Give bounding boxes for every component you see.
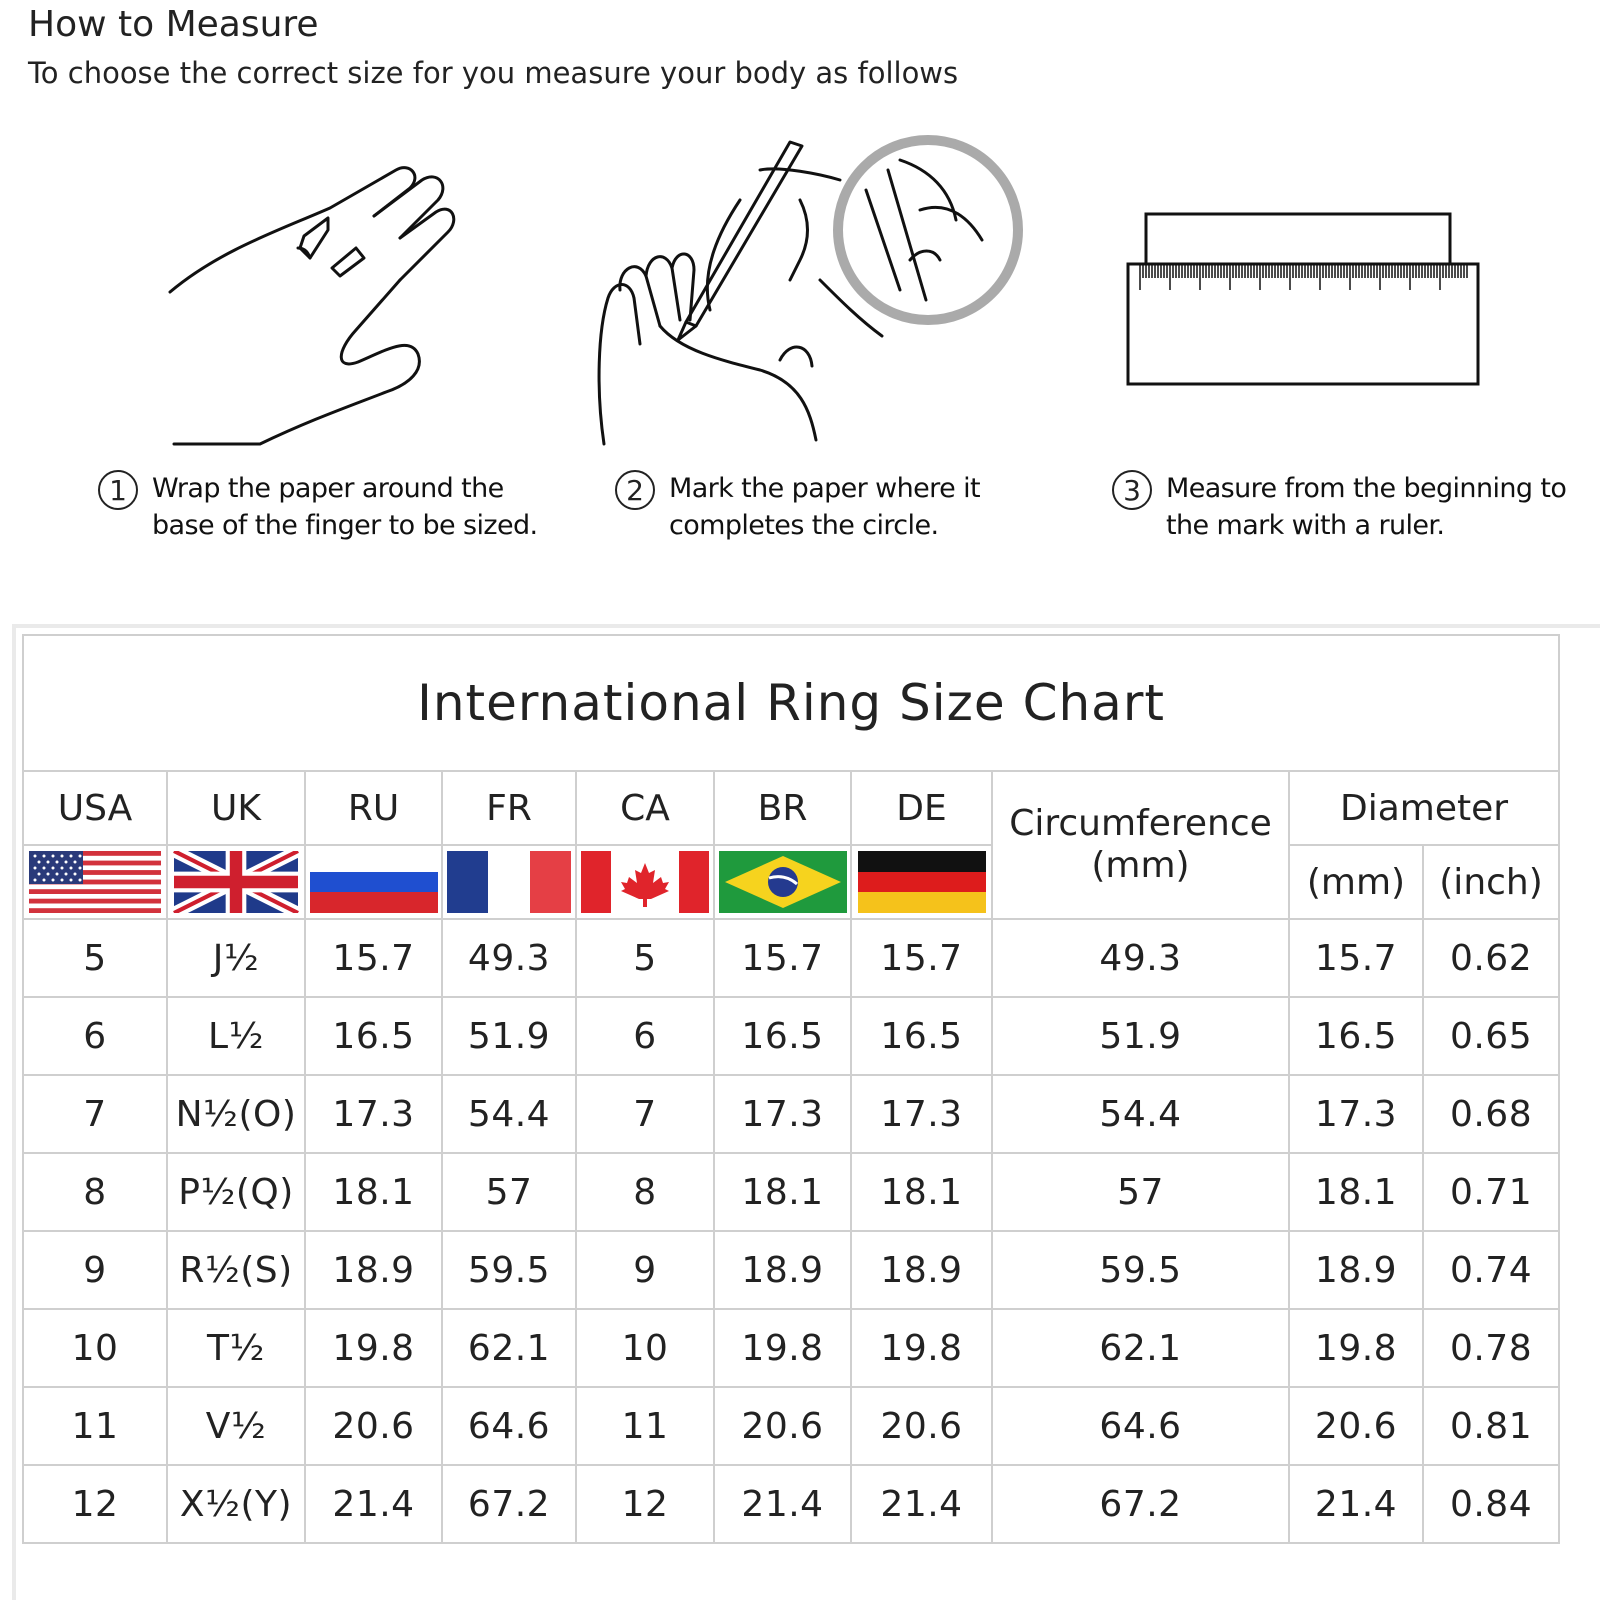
table-row <box>23 1153 1559 1231</box>
cell-de: 18.9 <box>851 1231 992 1309</box>
cell-circumference-mm: 64.6 <box>992 1387 1289 1465</box>
cell-diameter-inch: 0.68 <box>1423 1075 1559 1153</box>
cell-diameter-mm: 17.3 <box>1289 1075 1423 1153</box>
cell-diameter-mm: 18.9 <box>1289 1231 1423 1309</box>
cell-br: 16.5 <box>714 997 851 1075</box>
table-row <box>23 1465 1559 1543</box>
cell-diameter-mm: 18.1 <box>1289 1153 1423 1231</box>
cell-usa: 9 <box>23 1231 167 1309</box>
cell-br: 18.1 <box>714 1153 851 1231</box>
cell-diameter-inch: 0.74 <box>1423 1231 1559 1309</box>
step-3 <box>1112 470 1566 544</box>
cell-diameter-mm: 15.7 <box>1289 919 1423 997</box>
hand-wrap-illustration <box>160 130 470 450</box>
ring-size-table <box>22 634 1560 1544</box>
uk-flag-icon <box>167 845 305 919</box>
cell-fr: 64.6 <box>442 1387 576 1465</box>
table-row <box>23 1075 1559 1153</box>
cell-fr: 67.2 <box>442 1465 576 1543</box>
step-text: Wrap the paper around the base of the finger to be sized. <box>152 473 538 541</box>
cell-ru: 16.5 <box>305 997 442 1075</box>
step-number: 3 <box>1112 470 1152 510</box>
cell-ca: 12 <box>576 1465 714 1543</box>
france-flag-icon <box>442 845 576 919</box>
step-text: Mark the paper where it completes the circle. <box>669 473 980 541</box>
col-header-fr: FR <box>442 771 576 845</box>
cell-fr: 57 <box>442 1153 576 1231</box>
cell-fr: 59.5 <box>442 1231 576 1309</box>
russia-flag-icon <box>305 845 442 919</box>
col-header-diameter: Diameter <box>1289 771 1559 845</box>
cell-uk: T½ <box>167 1309 305 1387</box>
page-title: How to Measure <box>28 4 319 45</box>
cell-circumference-mm: 59.5 <box>992 1231 1289 1309</box>
cell-usa: 11 <box>23 1387 167 1465</box>
cell-br: 15.7 <box>714 919 851 997</box>
cell-usa: 5 <box>23 919 167 997</box>
cell-ru: 20.6 <box>305 1387 442 1465</box>
cell-circumference-mm: 51.9 <box>992 997 1289 1075</box>
cell-br: 17.3 <box>714 1075 851 1153</box>
step-text: Measure from the beginning to the mark with a ruler. <box>1166 473 1567 541</box>
cell-usa: 10 <box>23 1309 167 1387</box>
cell-br: 20.6 <box>714 1387 851 1465</box>
col-header-circumference: Circumference (mm) <box>992 771 1289 919</box>
cell-diameter-mm: 19.8 <box>1289 1309 1423 1387</box>
table-row <box>23 919 1559 997</box>
cell-ca: 8 <box>576 1153 714 1231</box>
table-row <box>23 1231 1559 1309</box>
cell-de: 15.7 <box>851 919 992 997</box>
cell-uk: N½(O) <box>167 1075 305 1153</box>
cell-ru: 18.9 <box>305 1231 442 1309</box>
cell-uk: P½(Q) <box>167 1153 305 1231</box>
cell-ca: 6 <box>576 997 714 1075</box>
cell-diameter-inch: 0.81 <box>1423 1387 1559 1465</box>
cell-diameter-inch: 0.84 <box>1423 1465 1559 1543</box>
cell-usa: 6 <box>23 997 167 1075</box>
col-header-uk: UK <box>167 771 305 845</box>
col-header-ca: CA <box>576 771 714 845</box>
cell-uk: V½ <box>167 1387 305 1465</box>
col-header-de: DE <box>851 771 992 845</box>
cell-fr: 62.1 <box>442 1309 576 1387</box>
cell-br: 19.8 <box>714 1309 851 1387</box>
cell-fr: 49.3 <box>442 919 576 997</box>
step-1 <box>98 470 538 544</box>
col-header-br: BR <box>714 771 851 845</box>
cell-ca: 5 <box>576 919 714 997</box>
cell-circumference-mm: 54.4 <box>992 1075 1289 1153</box>
cell-circumference-mm: 49.3 <box>992 919 1289 997</box>
cell-circumference-mm: 67.2 <box>992 1465 1289 1543</box>
cell-circumference-mm: 62.1 <box>992 1309 1289 1387</box>
table-row <box>23 997 1559 1075</box>
table-row <box>23 1309 1559 1387</box>
cell-fr: 54.4 <box>442 1075 576 1153</box>
col-header-diameter-mm: (mm) <box>1289 845 1423 919</box>
cell-ru: 15.7 <box>305 919 442 997</box>
page-subtitle: To choose the correct size for you measure your body as follows <box>28 56 959 90</box>
step-2 <box>615 470 980 544</box>
ruler-illustration <box>1126 130 1486 390</box>
canada-flag-icon <box>576 845 714 919</box>
cell-uk: L½ <box>167 997 305 1075</box>
col-header-diameter-inch: (inch) <box>1423 845 1559 919</box>
cell-diameter-inch: 0.62 <box>1423 919 1559 997</box>
step-number: 1 <box>98 470 138 510</box>
cell-usa: 12 <box>23 1465 167 1543</box>
cell-diameter-inch: 0.65 <box>1423 997 1559 1075</box>
cell-de: 20.6 <box>851 1387 992 1465</box>
cell-diameter-mm: 16.5 <box>1289 997 1423 1075</box>
cell-usa: 7 <box>23 1075 167 1153</box>
col-header-ru: RU <box>305 771 442 845</box>
cell-uk: R½(S) <box>167 1231 305 1309</box>
cell-ru: 18.1 <box>305 1153 442 1231</box>
us-flag-icon <box>23 845 167 919</box>
col-header-usa: USA <box>23 771 167 845</box>
cell-de: 18.1 <box>851 1153 992 1231</box>
table-row <box>23 1387 1559 1465</box>
cell-ru: 21.4 <box>305 1465 442 1543</box>
cell-de: 17.3 <box>851 1075 992 1153</box>
chart-title: International Ring Size Chart <box>23 635 1559 771</box>
cell-ca: 9 <box>576 1231 714 1309</box>
cell-diameter-inch: 0.78 <box>1423 1309 1559 1387</box>
cell-ru: 17.3 <box>305 1075 442 1153</box>
step-number: 2 <box>615 470 655 510</box>
brazil-flag-icon <box>714 845 851 919</box>
cell-br: 21.4 <box>714 1465 851 1543</box>
cell-br: 18.9 <box>714 1231 851 1309</box>
cell-uk: X½(Y) <box>167 1465 305 1543</box>
cell-uk: J½ <box>167 919 305 997</box>
cell-ru: 19.8 <box>305 1309 442 1387</box>
cell-ca: 11 <box>576 1387 714 1465</box>
cell-ca: 10 <box>576 1309 714 1387</box>
germany-flag-icon <box>851 845 992 919</box>
cell-de: 16.5 <box>851 997 992 1075</box>
cell-diameter-mm: 20.6 <box>1289 1387 1423 1465</box>
cell-ca: 7 <box>576 1075 714 1153</box>
hand-mark-illustration <box>590 130 1040 450</box>
cell-de: 21.4 <box>851 1465 992 1543</box>
cell-circumference-mm: 57 <box>992 1153 1289 1231</box>
cell-de: 19.8 <box>851 1309 992 1387</box>
cell-diameter-mm: 21.4 <box>1289 1465 1423 1543</box>
cell-fr: 51.9 <box>442 997 576 1075</box>
cell-usa: 8 <box>23 1153 167 1231</box>
cell-diameter-inch: 0.71 <box>1423 1153 1559 1231</box>
